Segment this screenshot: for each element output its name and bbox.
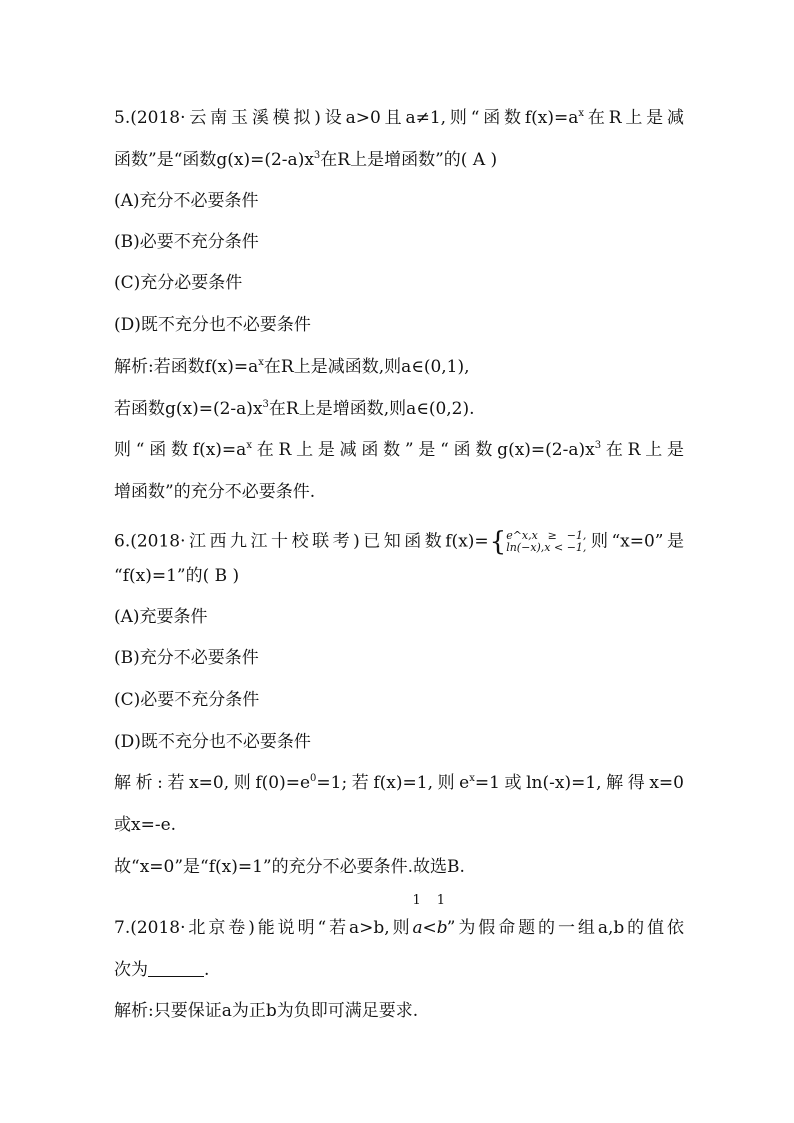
q6-stem-line-1: 6.(2018·江西九江十校联考)已知函数f(x)={e^x,x ≥ −1, ln(−x),x < −1,则“x=0”是 <box>114 527 684 557</box>
q7-stem-line-1: 7.(2018·北京卷)能说明“若a>b,则 1 a< 1 b”为假命题的一组a,b的值依 <box>114 893 684 938</box>
piecewise-case-2: ln(−x),x < −1, <box>506 541 587 554</box>
piecewise-function: {e^x,x ≥ −1, ln(−x),x < −1, <box>489 527 587 557</box>
fraction-1-over-a: 1 a <box>412 893 423 938</box>
q5-option-a: (A)充分不必要条件 <box>114 191 259 211</box>
q5-stem-line-1: 5.(2018·云南玉溪模拟)设a>0且a≠1,则“函数$f(x)=a^x$在R上是减 <box>114 108 684 128</box>
answer-blank[interactable] <box>148 958 204 977</box>
q5-option-c: (C)充分必要条件 <box>114 273 243 293</box>
piecewise-case-1: e^x,x ≥ −1, <box>506 529 587 542</box>
q7-solution-line-1: 解析:只要保证a为正b为负即可满足要求. <box>114 1001 419 1021</box>
q6-solution-line-2: 或x=-e. <box>114 815 177 835</box>
q6-option-d: (D)既不充分也不必要条件 <box>114 732 311 752</box>
q6-option-c: (C)必要不充分条件 <box>114 690 260 710</box>
q5-solution-line-1: 解析:若函数$f(x)=a^x$在R上是减函数,则a∈(0,1), <box>114 357 470 377</box>
q5-stem-line-2: 函数”是“函数$g(x)=(2-a)x^3$在R上是增函数”的( A ) <box>114 150 498 170</box>
q6-solution-line-1: 解析:若x=0,则$f(0)=e^0=1$;若f(x)=1,则$e^x=1$或ln(-x)=1,解得x=0 <box>114 773 684 793</box>
q6-option-b: (B)充分不必要条件 <box>114 648 259 668</box>
q5-option-b: (B)必要不充分条件 <box>114 232 259 252</box>
q5-solution-line-4: 增函数”的充分不必要条件. <box>114 482 316 502</box>
q5-solution-line-3: 则“函数$f(x)=a^x$在R上是减函数”是“函数$g(x)=(2-a)x^3$在R上是 <box>114 440 684 460</box>
q6-solution-line-3: 故“x=0”是“f(x)=1”的充分不必要条件.故选B. <box>114 857 465 877</box>
fraction-1-over-b: 1 b <box>436 893 448 938</box>
q5-option-d: (D)既不充分也不必要条件 <box>114 315 311 335</box>
q5-solution-line-2: 若函数$g(x)=(2-a)x^3$在R上是增函数,则a∈(0,2). <box>114 399 475 419</box>
q7-stem-line-2: 次为 . <box>114 960 210 980</box>
q6-option-a: (A)充要条件 <box>114 607 208 627</box>
q6-stem-line-2: “f(x)=1”的( B ) <box>114 566 240 586</box>
